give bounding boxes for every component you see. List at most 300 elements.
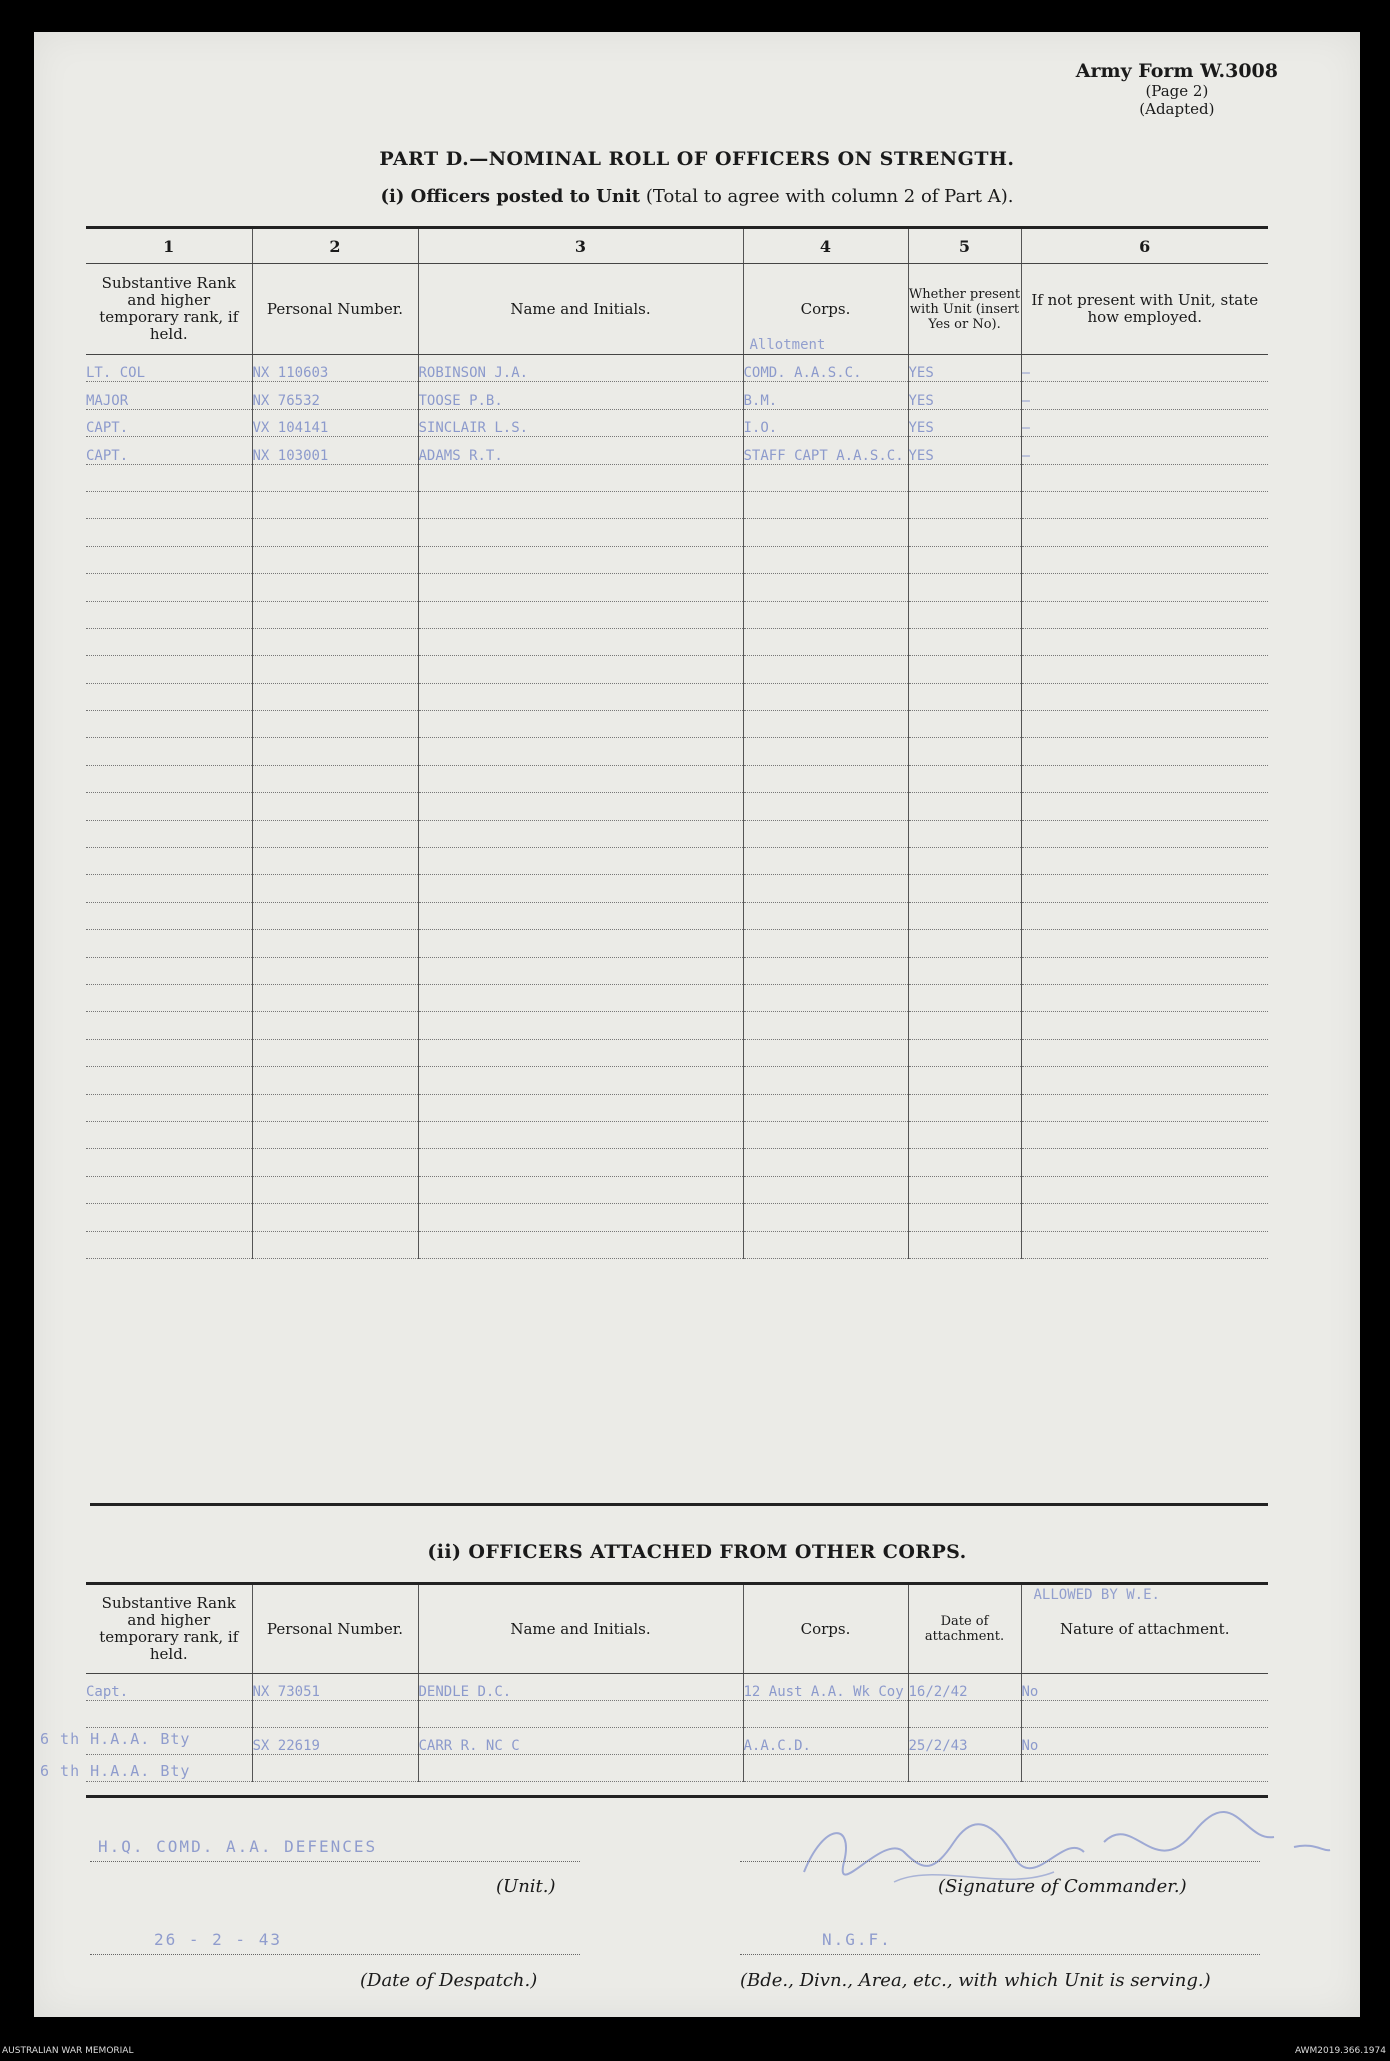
officer-cell-number [252, 820, 418, 847]
officer-cell-employed [1021, 930, 1268, 957]
attached-cell-nature [1021, 1701, 1268, 1728]
officer-cell-name [418, 1149, 743, 1176]
officer-cell-name [418, 902, 743, 929]
officer-cell-rank [86, 738, 252, 765]
officer-cell-corps [743, 1176, 908, 1203]
officer-cell-rank [86, 519, 252, 546]
attached-cell-nature [1021, 1755, 1268, 1782]
officer-cell-number [252, 1231, 418, 1258]
attached-cell-corps: 12 Aust A.A. Wk Coy [743, 1674, 908, 1701]
officer-cell-present [908, 491, 1021, 518]
officer-cell-employed: — [1021, 437, 1268, 464]
officer-cell-corps [743, 765, 908, 792]
officer-cell-name [418, 656, 743, 683]
officer-cell-corps: STAFF CAPT A.A.S.C. [743, 437, 908, 464]
officer-cell-number [252, 1121, 418, 1148]
header-rank: Substantive Rank and higher temporary rank, if held. [86, 264, 252, 355]
col-number-6: 6 [1021, 229, 1268, 264]
attached-cell-corps: A.A.C.D. [743, 1728, 908, 1755]
officer-cell-employed [1021, 1039, 1268, 1066]
officer-cell-name [418, 683, 743, 710]
officer-cell-name [418, 1176, 743, 1203]
officer-row [86, 409, 1268, 436]
officer-cell-number [252, 1176, 418, 1203]
officer-cell-corps: B.M. [743, 382, 908, 409]
officers-on-strength-table [86, 229, 1268, 1259]
officer-row [86, 683, 1268, 710]
officer-cell-name [418, 984, 743, 1011]
attached-cell-date [908, 1755, 1021, 1782]
officer-cell-number [252, 875, 418, 902]
officer-cell-name [418, 820, 743, 847]
officer-cell-present: YES [908, 437, 1021, 464]
officer-cell-corps [743, 491, 908, 518]
officer-cell-corps [743, 546, 908, 573]
officer-cell-corps [743, 1204, 908, 1231]
attached-row [86, 1755, 1268, 1782]
formation-label: (Bde., Divn., Area, etc., with which Unit is serving.) [740, 1970, 1211, 1991]
officer-cell-name [418, 1012, 743, 1039]
margin-note-1: 6 th H.A.A. Bty [40, 1730, 191, 1748]
officer-cell-corps [743, 902, 908, 929]
officers-attached-table [86, 1585, 1268, 1782]
officer-cell-name [418, 464, 743, 491]
form-adapted-note: (Adapted) [1139, 100, 1215, 118]
officer-cell-present [908, 1121, 1021, 1148]
officer-row [86, 1176, 1268, 1203]
officer-row [86, 765, 1268, 792]
officer-cell-rank [86, 765, 252, 792]
unit-line [90, 1861, 580, 1862]
officer-cell-present: YES [908, 355, 1021, 382]
officer-row [86, 930, 1268, 957]
officer-row [86, 1039, 1268, 1066]
officer-cell-number [252, 546, 418, 573]
attached-header-personal-number: Personal Number. [252, 1585, 418, 1674]
officer-cell-rank [86, 1039, 252, 1066]
officer-cell-present [908, 820, 1021, 847]
attached-cell-name [418, 1701, 743, 1728]
officer-cell-rank [86, 1204, 252, 1231]
officer-cell-employed [1021, 1176, 1268, 1203]
officer-cell-name [418, 711, 743, 738]
officer-cell-employed [1021, 875, 1268, 902]
officer-cell-present [908, 628, 1021, 655]
officer-row [86, 574, 1268, 601]
part-ii-title: (ii) OFFICERS ATTACHED FROM OTHER CORPS. [427, 1541, 967, 1563]
officer-cell-corps [743, 656, 908, 683]
officer-cell-employed [1021, 546, 1268, 573]
col-number-3: 3 [418, 229, 743, 264]
officer-cell-corps [743, 464, 908, 491]
officer-cell-present [908, 957, 1021, 984]
officer-cell-rank: CAPT. [86, 437, 252, 464]
officer-cell-employed [1021, 957, 1268, 984]
formation-line [740, 1954, 1260, 1955]
attached-header-date: Date of attachment. [908, 1585, 1021, 1674]
attached-cell-nature: No [1021, 1728, 1268, 1755]
officer-cell-number [252, 601, 418, 628]
signature-line [740, 1861, 1260, 1862]
officer-cell-corps [743, 1067, 908, 1094]
officer-cell-number [252, 683, 418, 710]
officer-row [86, 437, 1268, 464]
officer-cell-number [252, 902, 418, 929]
officer-cell-corps [743, 738, 908, 765]
officer-cell-present: YES [908, 382, 1021, 409]
officer-cell-rank [86, 628, 252, 655]
attached-cell-nature: No [1021, 1674, 1268, 1701]
part-d-subtitle [34, 186, 1360, 207]
officer-cell-name [418, 793, 743, 820]
officer-row [86, 546, 1268, 573]
officer-cell-present [908, 765, 1021, 792]
officer-cell-number [252, 765, 418, 792]
officer-row [86, 628, 1268, 655]
officer-cell-number [252, 738, 418, 765]
officer-cell-employed [1021, 656, 1268, 683]
officer-row [86, 601, 1268, 628]
officer-row [86, 464, 1268, 491]
officer-cell-rank [86, 1012, 252, 1039]
officer-cell-name [418, 957, 743, 984]
attached-cell-name: CARR R. NC C [418, 1728, 743, 1755]
officer-cell-number [252, 848, 418, 875]
officer-cell-number [252, 1204, 418, 1231]
col-number-2: 2 [252, 229, 418, 264]
officer-cell-name [418, 1039, 743, 1066]
officer-row [86, 382, 1268, 409]
officer-cell-number [252, 519, 418, 546]
officer-cell-corps [743, 957, 908, 984]
officer-cell-rank [86, 491, 252, 518]
officer-cell-employed [1021, 820, 1268, 847]
officer-cell-number: VX 104141 [252, 409, 418, 436]
officer-cell-employed [1021, 1149, 1268, 1176]
officer-cell-present [908, 875, 1021, 902]
formation-value: N.G.F. [822, 1930, 892, 1949]
officers-rows [86, 355, 1268, 1259]
officer-cell-present [908, 711, 1021, 738]
officer-cell-rank [86, 683, 252, 710]
officer-row [86, 1204, 1268, 1231]
officer-cell-number: NX 110603 [252, 355, 418, 382]
officer-cell-corps [743, 930, 908, 957]
officer-cell-rank [86, 546, 252, 573]
attached-row [86, 1701, 1268, 1728]
officer-cell-corps [743, 1149, 908, 1176]
officer-row [86, 1094, 1268, 1121]
officer-cell-number [252, 1039, 418, 1066]
col-number-4: 4 [743, 229, 908, 264]
header-corps-annotation: Allotment [749, 337, 826, 353]
col-number-5: 5 [908, 229, 1021, 264]
officer-cell-present [908, 793, 1021, 820]
form-page: (Page 2) [1145, 82, 1209, 100]
officer-cell-name [418, 628, 743, 655]
attached-cell-number [252, 1755, 418, 1782]
officer-cell-present [908, 738, 1021, 765]
attached-cell-date: 16/2/42 [908, 1674, 1021, 1701]
officer-cell-present [908, 546, 1021, 573]
attached-header-corps: Corps. [743, 1585, 908, 1674]
attached-cell-date: 25/2/43 [908, 1728, 1021, 1755]
officer-cell-present [908, 984, 1021, 1011]
officer-cell-number [252, 930, 418, 957]
officer-cell-present [908, 1094, 1021, 1121]
col-number-1: 1 [86, 229, 252, 264]
officer-cell-present [908, 574, 1021, 601]
attached-cell-number [252, 1701, 418, 1728]
officer-cell-rank [86, 1094, 252, 1121]
officer-cell-rank [86, 711, 252, 738]
officer-cell-employed [1021, 848, 1268, 875]
despatch-date-line [90, 1954, 580, 1955]
officer-cell-present [908, 1231, 1021, 1258]
officer-cell-corps [743, 1012, 908, 1039]
officer-cell-number [252, 1149, 418, 1176]
attached-cell-corps [743, 1755, 908, 1782]
officer-cell-name [418, 574, 743, 601]
attached-rows [86, 1674, 1268, 1782]
officer-cell-rank [86, 875, 252, 902]
officer-cell-rank: CAPT. [86, 409, 252, 436]
officer-cell-corps [743, 1039, 908, 1066]
officer-cell-present [908, 930, 1021, 957]
credit-left: AUSTRALIAN WAR MEMORIAL [2, 2046, 134, 2056]
officer-cell-number [252, 957, 418, 984]
attached-row [86, 1728, 1268, 1755]
officer-cell-corps [743, 601, 908, 628]
officer-cell-name: ADAMS R.T. [418, 437, 743, 464]
officer-cell-number [252, 1094, 418, 1121]
officer-cell-name [418, 1094, 743, 1121]
attached-cell-name [418, 1755, 743, 1782]
officer-cell-corps [743, 1121, 908, 1148]
officer-cell-present [908, 464, 1021, 491]
officer-cell-present [908, 1039, 1021, 1066]
officer-cell-name [418, 519, 743, 546]
header-name: Name and Initials. [418, 264, 743, 355]
officer-cell-name [418, 601, 743, 628]
officer-cell-rank [86, 1176, 252, 1203]
officer-row [86, 1067, 1268, 1094]
officer-cell-present [908, 902, 1021, 929]
officer-cell-corps: I.O. [743, 409, 908, 436]
officer-row [86, 1149, 1268, 1176]
officer-cell-corps [743, 628, 908, 655]
unit-value: H.Q. COMD. A.A. DEFENCES [98, 1837, 378, 1856]
officer-cell-rank [86, 1149, 252, 1176]
attached-header-name: Name and Initials. [418, 1585, 743, 1674]
attached-row [86, 1674, 1268, 1701]
officer-cell-name [418, 738, 743, 765]
header-personal-number: Personal Number. [252, 264, 418, 355]
officer-cell-number [252, 574, 418, 601]
despatch-date-label: (Date of Despatch.) [360, 1970, 538, 1991]
officer-cell-present [908, 601, 1021, 628]
officer-cell-rank [86, 820, 252, 847]
officer-cell-rank [86, 984, 252, 1011]
officer-cell-number: NX 103001 [252, 437, 418, 464]
officer-row [86, 519, 1268, 546]
officer-cell-number [252, 656, 418, 683]
officer-cell-employed [1021, 1094, 1268, 1121]
officer-cell-number [252, 628, 418, 655]
officer-cell-present [908, 1067, 1021, 1094]
officer-cell-employed [1021, 1012, 1268, 1039]
attached-header-annotation: ALLOWED BY W.E. [1033, 1587, 1160, 1603]
officer-cell-number [252, 711, 418, 738]
officer-cell-number [252, 793, 418, 820]
officer-cell-name [418, 1067, 743, 1094]
officer-cell-name: ROBINSON J.A. [418, 355, 743, 382]
officer-cell-employed [1021, 765, 1268, 792]
officer-cell-employed [1021, 628, 1268, 655]
officer-cell-name [418, 930, 743, 957]
officer-cell-number: NX 76532 [252, 382, 418, 409]
officer-cell-corps [743, 519, 908, 546]
officer-cell-employed [1021, 1067, 1268, 1094]
attached-cell-number: SX 22619 [252, 1728, 418, 1755]
attached-header-rank: Substantive Rank and higher temporary rank, if held. [86, 1585, 252, 1674]
officer-cell-employed [1021, 1204, 1268, 1231]
officer-cell-corps [743, 683, 908, 710]
officer-cell-name: SINCLAIR L.S. [418, 409, 743, 436]
officer-cell-employed [1021, 491, 1268, 518]
officer-cell-present: YES [908, 409, 1021, 436]
officer-cell-rank [86, 656, 252, 683]
officer-row [86, 848, 1268, 875]
part-ii-bottom-rule [86, 1795, 1268, 1798]
officer-cell-rank [86, 957, 252, 984]
officer-cell-employed [1021, 711, 1268, 738]
unit-label: (Unit.) [496, 1876, 556, 1897]
officer-row [86, 1012, 1268, 1039]
header-corps [743, 264, 908, 355]
officer-cell-corps [743, 574, 908, 601]
officer-cell-employed: — [1021, 355, 1268, 382]
officer-cell-name [418, 1231, 743, 1258]
officer-cell-present [908, 848, 1021, 875]
officer-cell-present [908, 656, 1021, 683]
attached-cell-name: DENDLE D.C. [418, 1674, 743, 1701]
officer-cell-rank [86, 848, 252, 875]
officer-cell-present [908, 1149, 1021, 1176]
officer-cell-corps: COMD. A.A.S.C. [743, 355, 908, 382]
officer-row [86, 820, 1268, 847]
officer-cell-employed [1021, 1121, 1268, 1148]
officer-cell-name [418, 1204, 743, 1231]
officer-cell-rank [86, 574, 252, 601]
officer-cell-rank [86, 601, 252, 628]
officer-cell-corps [743, 711, 908, 738]
officer-row [86, 1121, 1268, 1148]
margin-note-2: 6 th H.A.A. Bty [40, 1762, 191, 1780]
officer-cell-rank [86, 1231, 252, 1258]
officer-cell-employed [1021, 519, 1268, 546]
form-sheet [34, 32, 1360, 2017]
header-present: Whether present with Unit (insert Yes or No). [908, 264, 1021, 355]
officer-cell-name [418, 765, 743, 792]
officer-cell-present [908, 519, 1021, 546]
officer-cell-name [418, 1121, 743, 1148]
officer-cell-name: TOOSE P.B. [418, 382, 743, 409]
officer-cell-number [252, 1012, 418, 1039]
officer-cell-rank [86, 1067, 252, 1094]
form-number: Army Form W.3008 [1075, 60, 1278, 82]
officer-row [86, 355, 1268, 382]
officer-cell-name [418, 875, 743, 902]
officer-row [86, 957, 1268, 984]
part-d-subtitle-bold: (i) Officers posted to Unit [380, 186, 641, 207]
officer-cell-rank [86, 793, 252, 820]
form-identifier [1076, 60, 1278, 118]
officer-row [86, 875, 1268, 902]
despatch-date-value: 26 - 2 - 43 [154, 1930, 282, 1949]
officer-cell-corps [743, 1231, 908, 1258]
officer-cell-employed [1021, 574, 1268, 601]
officer-cell-name [418, 491, 743, 518]
attached-cell-date [908, 1701, 1021, 1728]
attached-cell-corps [743, 1701, 908, 1728]
officer-cell-number [252, 491, 418, 518]
officer-cell-number [252, 464, 418, 491]
attached-cell-number: NX 73051 [252, 1674, 418, 1701]
officer-cell-employed [1021, 464, 1268, 491]
officer-row [86, 711, 1268, 738]
officer-cell-employed [1021, 683, 1268, 710]
officer-cell-present [908, 1012, 1021, 1039]
signature-label: (Signature of Commander.) [938, 1876, 1187, 1897]
officer-cell-employed: — [1021, 382, 1268, 409]
officer-cell-number [252, 1067, 418, 1094]
part-d-bottom-rule [90, 1503, 1268, 1506]
header-corps-label: Corps. [800, 299, 851, 318]
officer-cell-corps [743, 848, 908, 875]
officer-cell-rank [86, 902, 252, 929]
officer-cell-corps [743, 984, 908, 1011]
attached-cell-rank: Capt. [86, 1674, 252, 1701]
officer-cell-rank: MAJOR [86, 382, 252, 409]
officer-cell-employed [1021, 902, 1268, 929]
attached-cell-rank [86, 1701, 252, 1728]
officer-cell-employed [1021, 1231, 1268, 1258]
officer-cell-present [908, 683, 1021, 710]
officer-row [86, 656, 1268, 683]
attached-header-nature [1021, 1585, 1268, 1674]
officer-cell-number [252, 984, 418, 1011]
officer-cell-employed [1021, 738, 1268, 765]
attached-header-nature-label: Nature of attachment. [1060, 1619, 1230, 1638]
officer-cell-name [418, 546, 743, 573]
officer-cell-rank: LT. COL [86, 355, 252, 382]
officer-cell-rank [86, 930, 252, 957]
officer-cell-present [908, 1204, 1021, 1231]
officer-cell-employed: — [1021, 409, 1268, 436]
officer-row [86, 984, 1268, 1011]
part-d-title: PART D.—NOMINAL ROLL OF OFFICERS ON STRENGTH. [379, 148, 1015, 170]
header-employment: If not present with Unit, state how employed. [1021, 264, 1268, 355]
officer-cell-employed [1021, 601, 1268, 628]
officer-cell-corps [743, 1094, 908, 1121]
officer-cell-corps [743, 793, 908, 820]
officer-cell-employed [1021, 793, 1268, 820]
officer-cell-present [908, 1176, 1021, 1203]
officer-cell-corps [743, 875, 908, 902]
officer-row [86, 738, 1268, 765]
officer-cell-rank [86, 1121, 252, 1148]
